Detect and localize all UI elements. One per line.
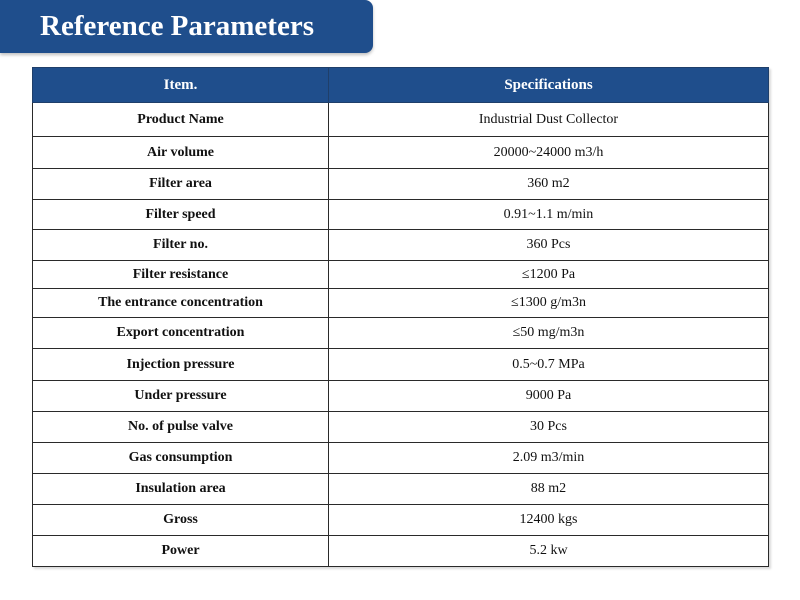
spec-cell: 88 m2 — [329, 474, 769, 505]
item-cell: Air volume — [33, 137, 329, 169]
item-cell: Filter speed — [33, 200, 329, 230]
table-row — [33, 230, 769, 261]
table-row — [33, 169, 769, 200]
table-row — [33, 200, 769, 230]
item-cell: Filter resistance — [33, 261, 329, 289]
spec-cell: 30 Pcs — [329, 412, 769, 443]
table-header-row — [33, 68, 769, 103]
table-row — [33, 412, 769, 443]
spec-cell: ≤1300 g/m3n — [329, 289, 769, 318]
item-cell: Under pressure — [33, 381, 329, 412]
column-header-item: Item. — [33, 68, 329, 103]
table-row — [33, 103, 769, 137]
spec-cell: 2.09 m3/min — [329, 443, 769, 474]
item-cell: Insulation area — [33, 474, 329, 505]
item-cell: Filter no. — [33, 230, 329, 261]
table-row — [33, 505, 769, 536]
item-cell: The entrance concentration — [33, 289, 329, 318]
item-cell: Gross — [33, 505, 329, 536]
title-banner — [0, 0, 373, 53]
item-cell: Filter area — [33, 169, 329, 200]
spec-cell: 0.91~1.1 m/min — [329, 200, 769, 230]
spec-cell: ≤50 mg/m3n — [329, 318, 769, 349]
spec-cell: 0.5~0.7 MPa — [329, 349, 769, 381]
table-row — [33, 137, 769, 169]
table-row — [33, 474, 769, 505]
spec-cell: 5.2 kw — [329, 536, 769, 567]
spec-cell: 360 Pcs — [329, 230, 769, 261]
item-cell: Product Name — [33, 103, 329, 137]
table-row — [33, 536, 769, 567]
table-row — [33, 289, 769, 318]
parameters-table — [32, 67, 769, 567]
item-cell: Injection pressure — [33, 349, 329, 381]
item-cell: No. of pulse valve — [33, 412, 329, 443]
spec-cell: 360 m2 — [329, 169, 769, 200]
table-row — [33, 443, 769, 474]
table-row — [33, 349, 769, 381]
item-cell: Export concentration — [33, 318, 329, 349]
item-cell: Power — [33, 536, 329, 567]
spec-cell: Industrial Dust Collector — [329, 103, 769, 137]
column-header-specifications: Specifications — [329, 68, 769, 103]
spec-cell: 9000 Pa — [329, 381, 769, 412]
spec-cell: ≤1200 Pa — [329, 261, 769, 289]
item-cell: Gas consumption — [33, 443, 329, 474]
table-row — [33, 381, 769, 412]
page-title: Reference Parameters — [40, 10, 314, 42]
table-row — [33, 318, 769, 349]
table-row — [33, 261, 769, 289]
spec-cell: 20000~24000 m3/h — [329, 137, 769, 169]
spec-cell: 12400 kgs — [329, 505, 769, 536]
